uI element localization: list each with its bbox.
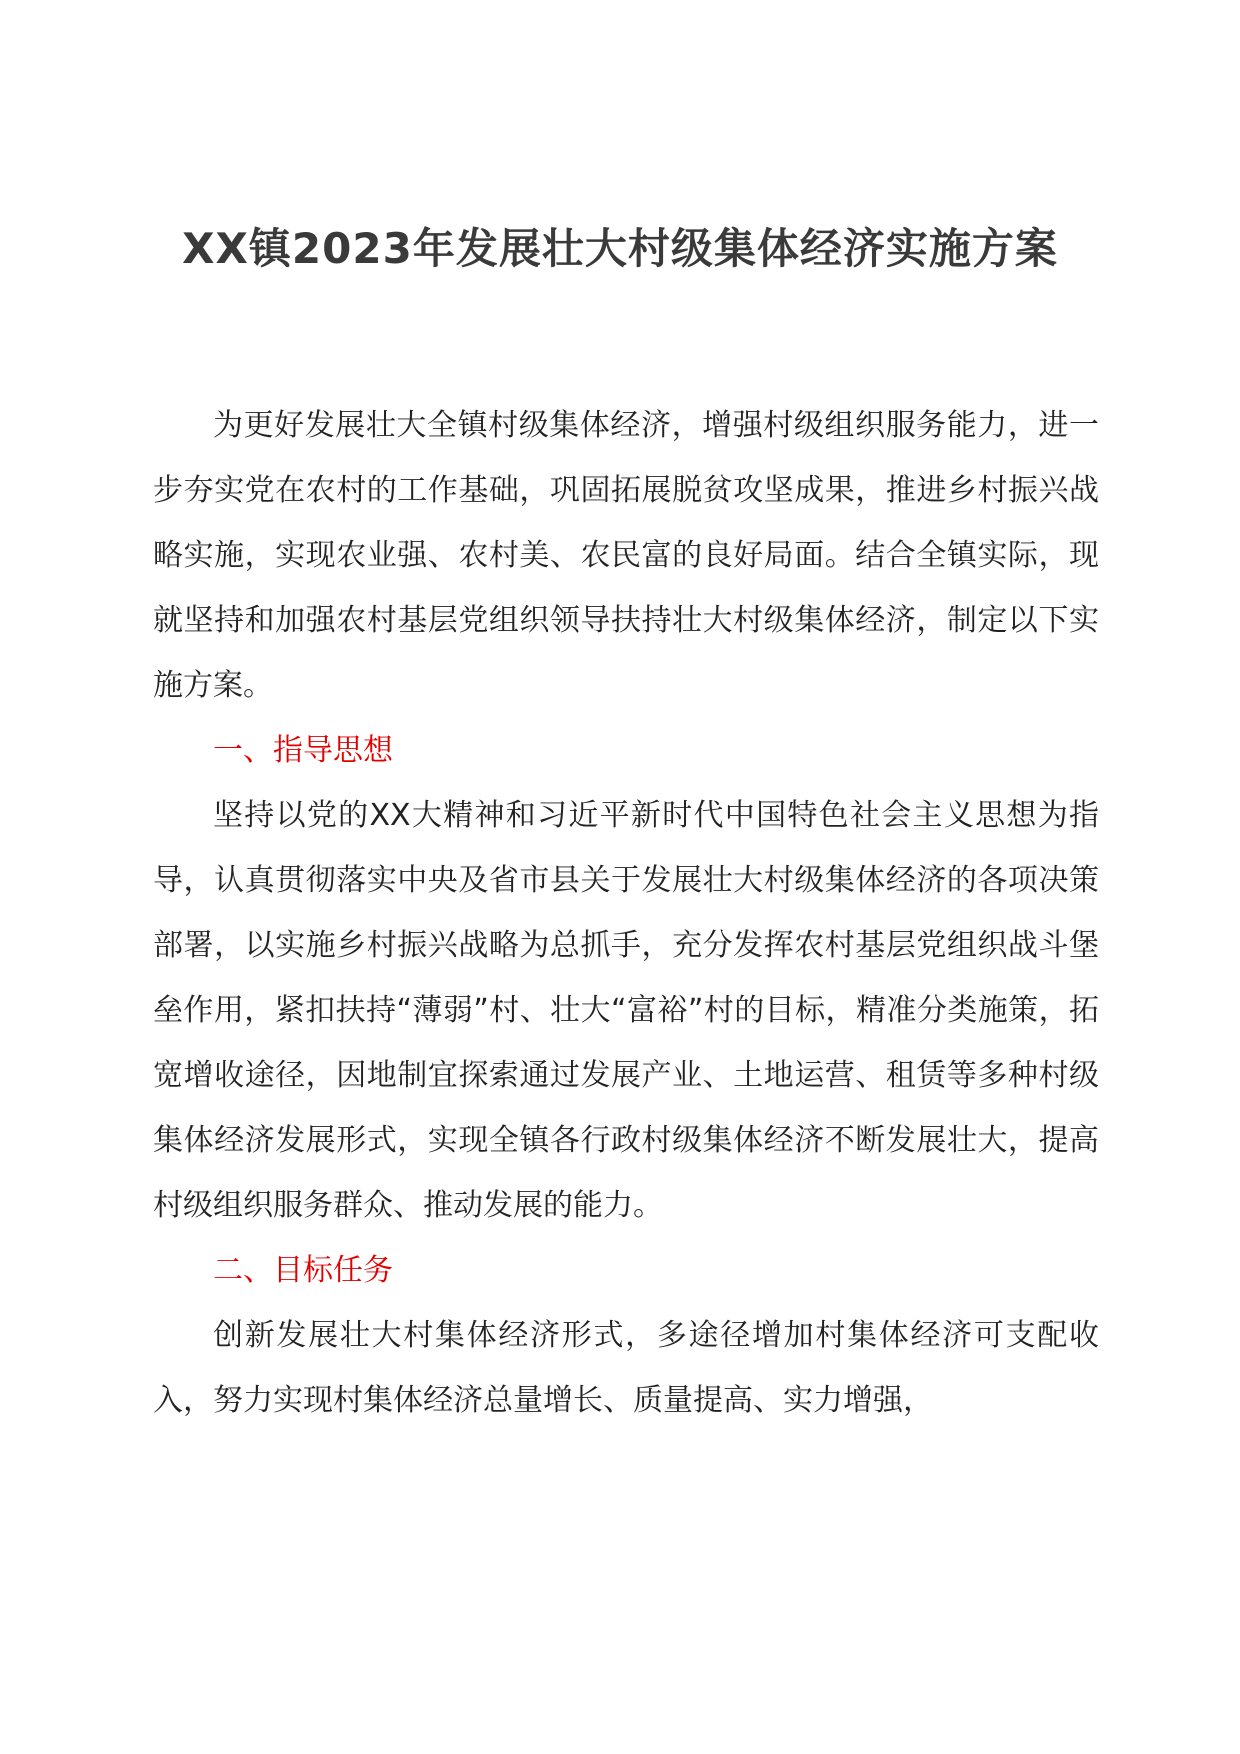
- intro-paragraph: 为更好发展壮大全镇村级集体经济，增强村级组织服务能力，进一步夯实党在农村的工作基础，巩固拓展脱贫攻坚成果，推进乡村振兴战略实施，实现农业强、农村美、农民富的良好局面。结合全镇实际，现就坚持和加强农村基层党组织领导扶持壮大村级集体经济，制定以下实施方案。: [153, 408, 1099, 703]
- section-heading-target-tasks: 二、目标任务: [213, 1253, 393, 1288]
- section-paragraph-target-tasks: 创新发展壮大村集体经济形式，多途径增加村集体经济可支配收入，努力实现村集体经济总量增长、质量提高、实力增强，: [153, 1318, 1099, 1418]
- document-body: [153, 393, 1099, 1433]
- section-paragraph-guiding-ideology: 坚持以党的XX大精神和习近平新时代中国特色社会主义思想为指导，认真贯彻落实中央及省市县关于发展壮大村级集体经济的各项决策部署，以实施乡村振兴战略为总抓手，充分发挥农村基层党组织战斗堡垒作用，紧扣扶持“薄弱”村、壮大“富裕”村的目标，精准分类施策，拓宽增收途径，因地制宜探索通过发展产业、土地运营、租赁等多种村级集体经济发展形式，实现全镇各行政村级集体经济不断发展壮大，提高村级组织服务群众、推动发展的能力。: [153, 798, 1099, 1223]
- document-title: XX镇2023年发展壮大村级集体经济实施方案: [182, 224, 1058, 273]
- section-heading-guiding-ideology: 一、指导思想: [213, 733, 393, 768]
